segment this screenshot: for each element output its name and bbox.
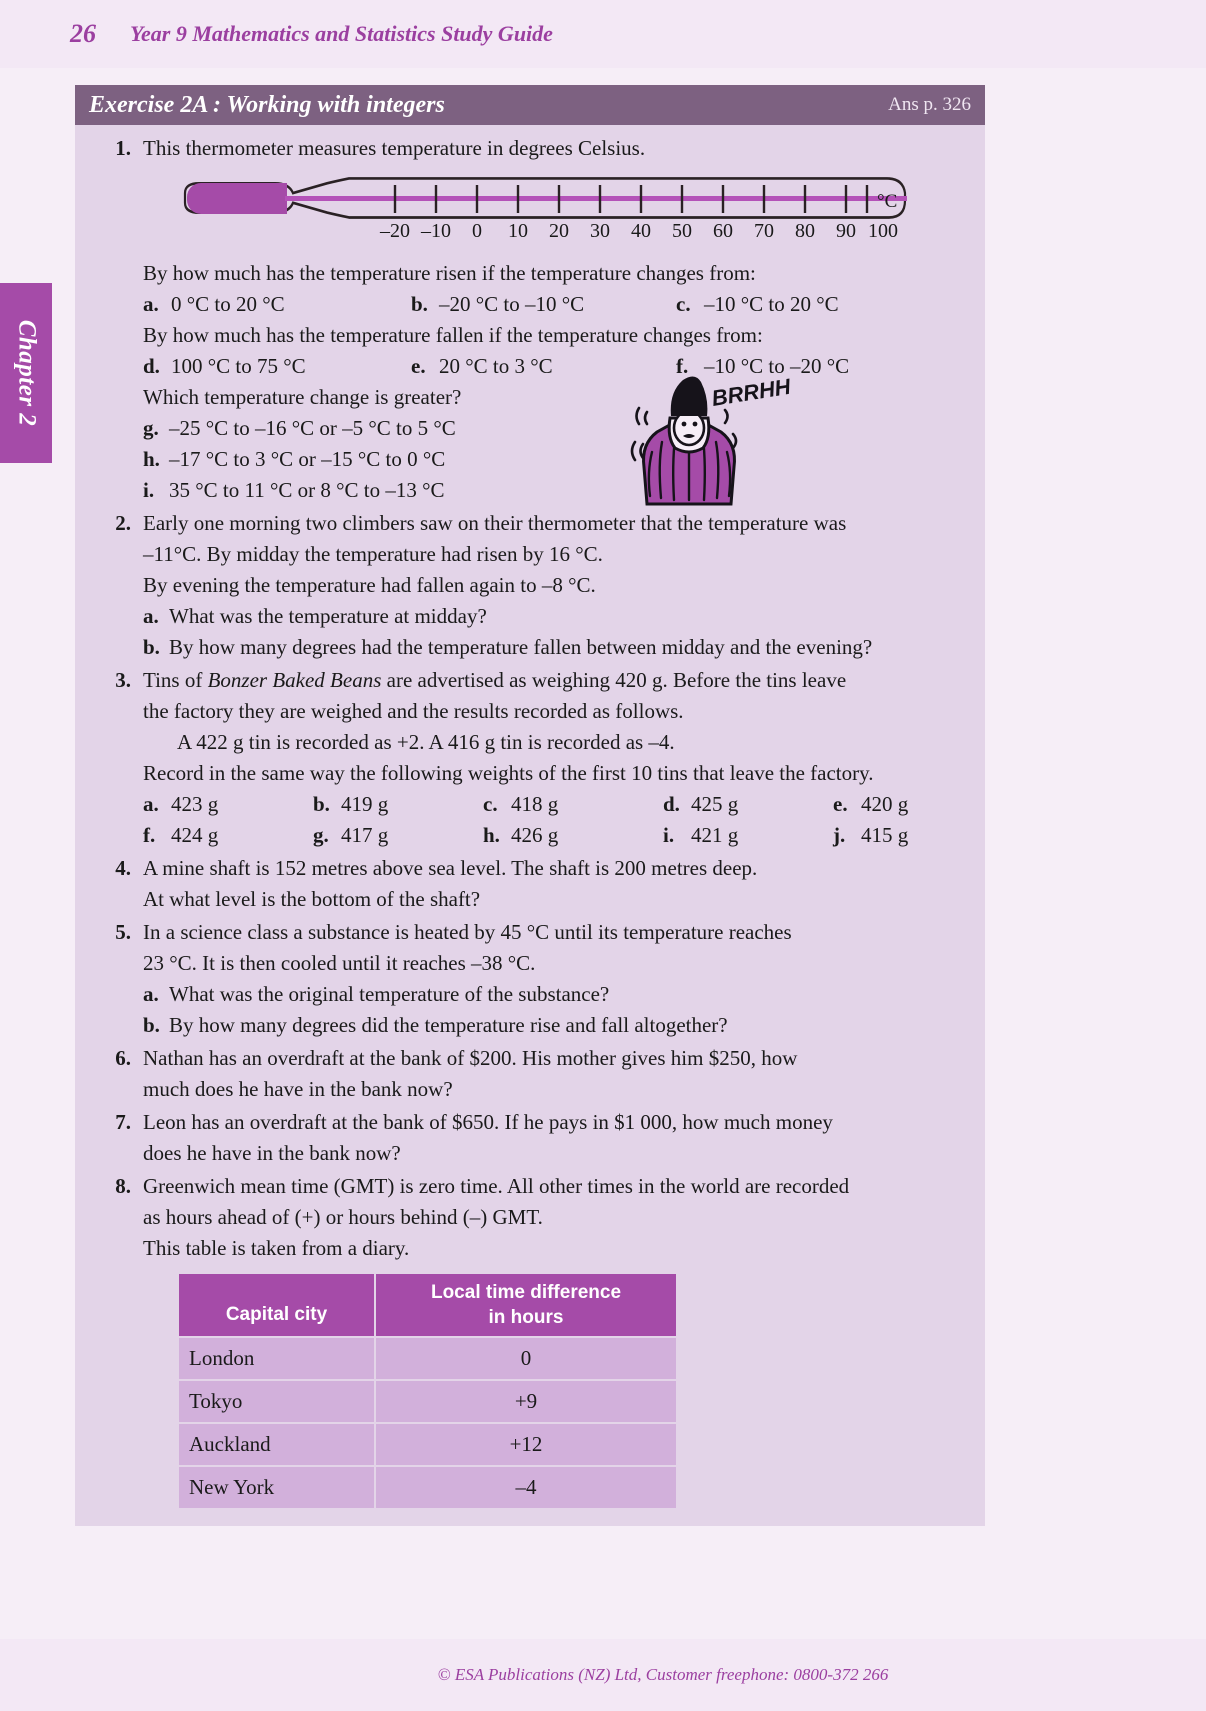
page-number: 26 xyxy=(70,19,96,48)
question-3-line-1-pre: Tins of xyxy=(143,668,208,692)
exercise-header-bar xyxy=(75,85,985,125)
table-row xyxy=(179,1381,676,1422)
part-text: –20 °C to –10 °C xyxy=(439,292,585,316)
question-1-stem: This thermometer measures temperature in degrees Celsius. xyxy=(143,136,646,160)
part-letter: h. xyxy=(143,447,160,471)
question-4-line-2: At what level is the bottom of the shaft? xyxy=(143,887,481,911)
thermometer-tick-label: 40 xyxy=(631,220,651,242)
question-2-part-a xyxy=(143,601,967,632)
part-letter: b. xyxy=(143,635,160,659)
part-g xyxy=(313,820,483,851)
part-text: –25 °C to –16 °C or –5 °C to 5 °C xyxy=(169,416,456,440)
column-header-line-2: in hours xyxy=(488,1307,564,1328)
part-b xyxy=(313,789,483,820)
question-3-weights-row-2 xyxy=(143,820,967,851)
question-5-line-1: In a science class a substance is heated by 45 °C until its temperature reaches xyxy=(143,920,792,944)
part-text: By how many degrees had the temperature fallen between midday and the evening? xyxy=(169,635,873,659)
part-text: –10 °C to 20 °C xyxy=(704,292,839,316)
table-header xyxy=(179,1274,676,1336)
question-8-line-1: Greenwich mean time (GMT) is zero time. All other times in the world are recorded xyxy=(143,1174,850,1198)
question-3-line-1-post: are advertised as weighing 420 g. Before the tins leave xyxy=(381,668,847,692)
part-text: 420 g xyxy=(861,792,909,816)
part-a xyxy=(143,289,411,320)
question-7-line-1: Leon has an overdraft at the bank of $650. If he pays in $1 000, how much money xyxy=(143,1110,833,1134)
part-i xyxy=(143,475,967,506)
thermometer-tick-label: 50 xyxy=(672,220,692,242)
question-1 xyxy=(91,133,967,506)
part-g xyxy=(143,413,967,444)
part-letter: d. xyxy=(663,792,680,816)
table-row xyxy=(179,1338,676,1379)
question-5-part-a xyxy=(143,979,967,1010)
part-letter: b. xyxy=(411,292,428,316)
question-5-number: 5. xyxy=(115,920,131,944)
question-8-line-3: This table is taken from a diary. xyxy=(143,1236,410,1260)
part-j xyxy=(833,820,908,851)
part-text: 20 °C to 3 °C xyxy=(439,354,553,378)
column-header-time-difference xyxy=(376,1274,676,1336)
question-2-line-3: By evening the temperature had fallen again to –8 °C. xyxy=(143,573,596,597)
question-3-line-2: the factory they are weighed and the results recorded as follows. xyxy=(143,699,684,723)
part-text: 0 °C to 20 °C xyxy=(171,292,285,316)
part-b xyxy=(411,289,676,320)
cartoon-svg xyxy=(617,372,792,507)
question-1-prompt-fallen: By how much has the temperature fallen if the temperature changes from: xyxy=(143,323,763,347)
part-letter: f. xyxy=(676,354,689,378)
thermometer-figure xyxy=(177,170,967,248)
question-3-number: 3. xyxy=(115,668,131,692)
part-letter: e. xyxy=(833,792,848,816)
part-letter: g. xyxy=(143,416,159,440)
question-6-line-2: much does he have in the bank now? xyxy=(143,1077,453,1101)
exercise-title: Exercise 2A : Working with integers xyxy=(89,91,445,118)
cell-difference: –4 xyxy=(376,1467,676,1508)
cartoon-cold-person-illustration xyxy=(617,372,792,507)
part-letter: a. xyxy=(143,792,159,816)
copyright-text: © ESA Publications (NZ) Ltd, Customer freephone: 0800-372 266 xyxy=(437,1665,889,1684)
question-5-part-b xyxy=(143,1010,967,1041)
question-6-number: 6. xyxy=(115,1046,131,1070)
question-4-number: 4. xyxy=(115,856,131,880)
table-header-row xyxy=(179,1274,676,1336)
question-6-line-1: Nathan has an overdraft at the bank of $200. His mother gives him $250, how xyxy=(143,1046,798,1070)
part-letter: i. xyxy=(663,823,675,847)
part-text: 425 g xyxy=(691,792,739,816)
book-title: Year 9 Mathematics and Statistics Study Guide xyxy=(130,21,553,46)
question-2-line-1: Early one morning two climbers saw on their thermometer that the temperature was xyxy=(143,511,847,535)
question-1-prompt-risen: By how much has the temperature risen if the temperature changes from: xyxy=(143,261,756,285)
question-7 xyxy=(91,1107,967,1169)
part-text: 418 g xyxy=(511,792,559,816)
column-header-line-1: Local time difference xyxy=(430,1282,622,1303)
cell-city: London xyxy=(179,1338,374,1379)
question-4-line-1: A mine shaft is 152 metres above sea level. The shaft is 200 metres deep. xyxy=(143,856,758,880)
part-letter: e. xyxy=(411,354,426,378)
question-8-line-2: as hours ahead of (+) or hours behind (–) GMT. xyxy=(143,1205,543,1229)
part-text: 35 °C to 11 °C or 8 °C to –13 °C xyxy=(169,478,445,502)
thermometer-tick-label: 30 xyxy=(590,220,610,242)
thermometer-tick-label: 20 xyxy=(549,220,569,242)
chapter-tab-label: Chapter 2 xyxy=(13,319,41,427)
question-7-line-2: does he have in the bank now? xyxy=(143,1141,401,1165)
part-h xyxy=(483,820,663,851)
thermometer-tick-label: 100 xyxy=(868,220,898,242)
part-letter: h. xyxy=(483,823,500,847)
part-text: 426 g xyxy=(511,823,559,847)
part-text: 419 g xyxy=(341,792,389,816)
part-h xyxy=(143,444,967,475)
part-text: By how many degrees did the temperature rise and fall altogether? xyxy=(169,1013,728,1037)
cell-difference: +12 xyxy=(376,1424,676,1465)
question-3-line-1 xyxy=(143,665,967,696)
part-text: 421 g xyxy=(691,823,739,847)
page-footer xyxy=(0,1639,1206,1711)
question-1-parts-fallen xyxy=(143,351,967,382)
part-text: What was the temperature at midday? xyxy=(169,604,487,628)
part-e xyxy=(833,789,908,820)
question-4 xyxy=(91,853,967,915)
part-letter: f. xyxy=(143,823,156,847)
part-i xyxy=(663,820,833,851)
question-list xyxy=(75,125,985,1510)
question-5 xyxy=(91,917,967,1041)
thermometer-tick-label: 60 xyxy=(713,220,733,242)
part-letter: a. xyxy=(143,604,159,628)
question-3-weights-row-1 xyxy=(143,789,967,820)
question-1-number: 1. xyxy=(115,136,131,160)
page-header xyxy=(0,0,1206,68)
question-2-line-2: –11°C. By midday the temperature had risen by 16 °C. xyxy=(143,542,603,566)
question-3-line-4: Record in the same way the following weights of the first 10 tins that leave the factory. xyxy=(143,761,874,785)
part-text: –17 °C to 3 °C or –15 °C to 0 °C xyxy=(169,447,446,471)
exercise-answer-reference: Ans p. 326 xyxy=(888,94,971,115)
question-2-number: 2. xyxy=(115,511,131,535)
product-name: Bonzer Baked Beans xyxy=(207,668,382,692)
question-5-line-2: 23 °C. It is then cooled until it reaches –38 °C. xyxy=(143,951,536,975)
part-text: 100 °C to 75 °C xyxy=(171,354,306,378)
thermometer-tick-label: 0 xyxy=(472,220,482,242)
table-row xyxy=(179,1467,676,1508)
part-text: 423 g xyxy=(171,792,219,816)
thermometer-tick-label: 10 xyxy=(508,220,528,242)
question-8 xyxy=(91,1171,967,1510)
part-f xyxy=(143,820,313,851)
part-c xyxy=(483,789,663,820)
cell-difference: +9 xyxy=(376,1381,676,1422)
question-3 xyxy=(91,665,967,851)
question-1-parts-risen xyxy=(143,289,967,320)
cartoon-speech-text: BRRHH! xyxy=(709,372,792,411)
part-letter: c. xyxy=(483,792,498,816)
thermometer-unit-label: °C xyxy=(877,191,898,212)
column-header-capital-city: Capital city xyxy=(179,1274,374,1336)
part-letter: b. xyxy=(143,1013,160,1037)
part-text: 424 g xyxy=(171,823,219,847)
question-2-part-b xyxy=(143,632,967,663)
thermometer-tick-label: 80 xyxy=(795,220,815,242)
part-text: 417 g xyxy=(341,823,389,847)
thermometer-tick-label: 70 xyxy=(754,220,774,242)
cell-city: Tokyo xyxy=(179,1381,374,1422)
thermometer-tick-label: –20 xyxy=(380,220,410,242)
question-7-number: 7. xyxy=(115,1110,131,1134)
part-text: What was the original temperature of the substance? xyxy=(169,982,610,1006)
part-c xyxy=(676,289,839,320)
part-letter: j. xyxy=(833,823,846,847)
table-body xyxy=(179,1338,676,1508)
question-6 xyxy=(91,1043,967,1105)
part-letter: a. xyxy=(143,292,159,316)
question-3-line-3: A 422 g tin is recorded as +2. A 416 g tin is recorded as –4. xyxy=(177,730,675,754)
part-text: 415 g xyxy=(861,823,909,847)
chapter-tab xyxy=(0,283,52,463)
exercise-panel xyxy=(75,85,985,1526)
table-row xyxy=(179,1424,676,1465)
part-text: –10 °C to –20 °C xyxy=(704,354,850,378)
question-8-number: 8. xyxy=(115,1174,131,1198)
part-letter: d. xyxy=(143,354,160,378)
part-letter: b. xyxy=(313,792,330,816)
part-d xyxy=(663,789,833,820)
part-letter: i. xyxy=(143,478,155,502)
question-1-prompt-greater: Which temperature change is greater? xyxy=(143,385,462,409)
question-2 xyxy=(91,508,967,663)
part-letter: a. xyxy=(143,982,159,1006)
part-a xyxy=(143,789,313,820)
thermometer-tick-label: 90 xyxy=(836,220,856,242)
gmt-time-difference-table xyxy=(177,1272,678,1510)
part-letter: g. xyxy=(313,823,329,847)
cell-difference: 0 xyxy=(376,1338,676,1379)
cell-city: Auckland xyxy=(179,1424,374,1465)
part-letter: c. xyxy=(676,292,691,316)
part-d xyxy=(143,351,411,382)
cell-city: New York xyxy=(179,1467,374,1508)
thermometer-tick-label: –10 xyxy=(421,220,451,242)
